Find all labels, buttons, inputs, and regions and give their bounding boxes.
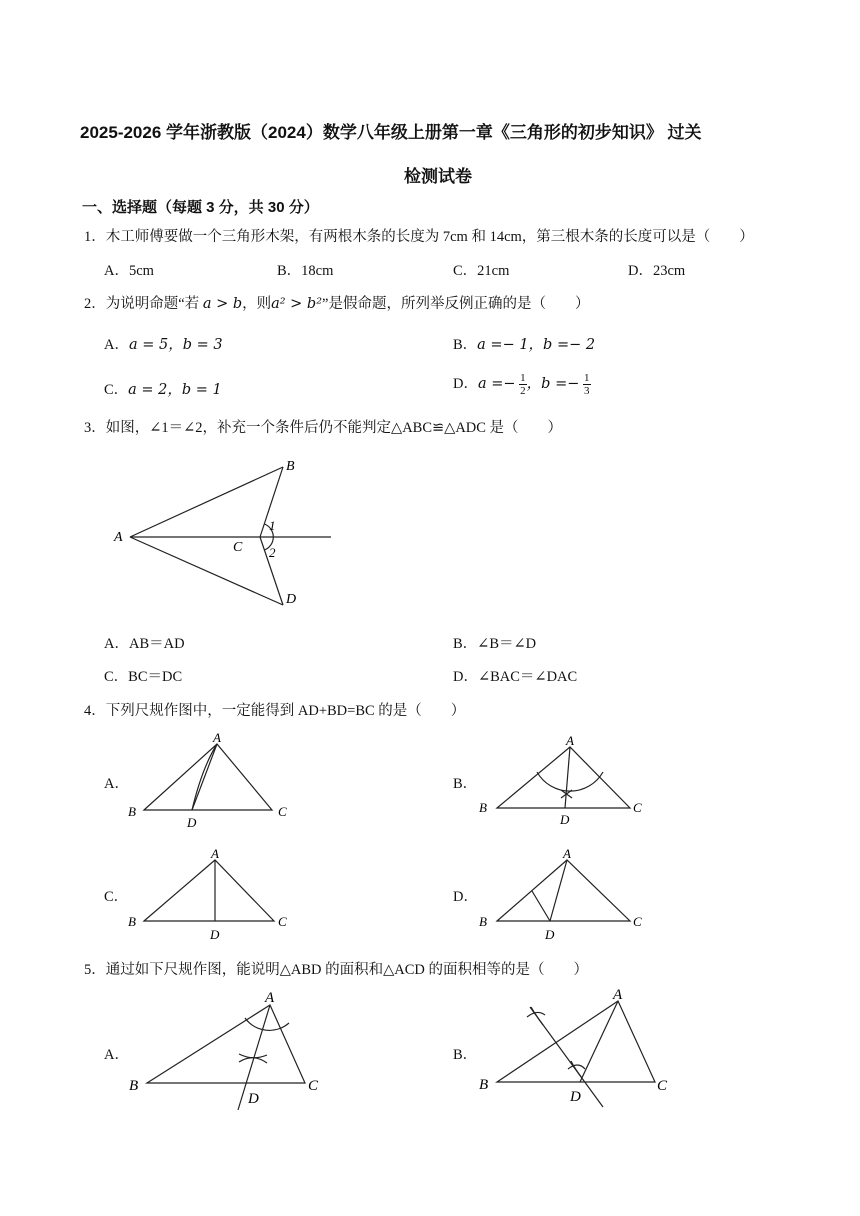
q4b-triangle: [497, 747, 630, 808]
q2-option-c-math: a = 2，b = 1: [128, 382, 222, 398]
q4-figure-b: [475, 730, 650, 830]
q4d-label-b: B: [479, 914, 487, 929]
q4c-label-c: C: [278, 914, 287, 929]
q5a-label-b: B: [129, 1078, 139, 1094]
q4d-label-a: A: [563, 846, 571, 861]
q2-option-d-math-2: ，b =−: [526, 376, 580, 392]
q4-figure-a: [122, 728, 297, 833]
q2-option-a: [104, 333, 223, 354]
q3-option-d: D．∠BAC＝∠DAC: [453, 669, 578, 685]
q3-segment-ab: [130, 467, 283, 537]
q5b-label-c: C: [657, 1078, 668, 1094]
q4c-triangle: [144, 860, 274, 921]
question-5-stem: 5．通过如下尺规作图，能说明△ABD 的面积和△ACD 的面积相等的是（ ）: [84, 962, 589, 978]
q5a-arc: [245, 1018, 289, 1030]
q4b-label-a: A: [566, 733, 574, 748]
q3-label-angle-2: 2: [269, 545, 276, 560]
q3-label-angle-1: 1: [269, 518, 276, 533]
q2-stem-part-a: 2．为说明命题“若: [84, 296, 203, 312]
q4a-triangle: [144, 744, 272, 810]
q4d-label-d: D: [545, 927, 555, 942]
q3-label-b: B: [286, 459, 295, 474]
q5-figure-b: [475, 985, 680, 1115]
q2-option-b-math: a =− 1，b =− 2: [477, 337, 596, 353]
q4a-segment-ad: [192, 744, 217, 810]
q2-stem-math-1: a > b: [202, 296, 243, 312]
q3-figure: [100, 450, 350, 615]
q3-label-a: A: [114, 530, 123, 545]
q4-option-d-label: D．: [453, 889, 478, 905]
q5b-label-d: D: [570, 1089, 581, 1105]
q5b-label-a: A: [613, 987, 623, 1003]
q3-option-a: A．AB＝AD: [104, 636, 185, 652]
q4a-label-d: D: [187, 815, 197, 830]
q4d-perpendicular: [532, 891, 550, 921]
q5a-label-d: D: [248, 1091, 259, 1107]
q5a-label-a: A: [265, 990, 275, 1006]
q4d-segment-ad: [550, 860, 567, 921]
q4b-label-b: B: [479, 800, 487, 815]
q4a-label-a: A: [213, 730, 221, 745]
q5-option-a-label: A．: [104, 1047, 129, 1063]
q5b-cross-bottom-1: [568, 1065, 585, 1069]
q3-option-c: C．BC＝DC: [104, 669, 183, 685]
q2-option-a-label: A．: [104, 337, 129, 353]
q2-stem-math-2: a² > b²: [271, 296, 323, 312]
q4-option-b-label: B．: [453, 776, 478, 792]
q2-option-c: [104, 378, 222, 399]
q3-segment-ad: [130, 537, 283, 605]
q4c-label-a: A: [211, 846, 219, 861]
question-1-stem: 1．木工师傅要做一个三角形木架，有两根木条的长度为 7cm 和 14cm，第三根木条的长度可以是（ ）: [84, 229, 754, 245]
q4a-label-b: B: [128, 804, 136, 819]
q5a-triangle: [147, 1005, 305, 1083]
q4b-arc-upper: [537, 772, 603, 791]
q2-option-b: [453, 333, 595, 354]
q4-figure-c: [122, 843, 297, 943]
q4b-segment-ad: [565, 747, 570, 808]
q2-option-c-label: C．: [104, 382, 129, 398]
q3-label-d: D: [286, 592, 297, 607]
q3-option-b: B．∠B＝∠D: [453, 636, 537, 652]
q4-option-a-label: A．: [104, 776, 129, 792]
q2-option-d-fraction-1: $\frac{1}{2}$: [520, 372, 526, 398]
question-4-stem: 4．下列尺规作图中，一定能得到 AD+BD=BC 的是（ ）: [84, 703, 466, 719]
q4a-label-c: C: [278, 804, 287, 819]
q5-figure-a: [125, 985, 330, 1115]
q4d-label-c: C: [633, 914, 642, 929]
q1-option-c: C．21cm: [453, 263, 510, 279]
q1-option-a: A．5cm: [104, 263, 154, 279]
q4c-label-d: D: [210, 927, 220, 942]
q2-stem-part-b: ，则: [242, 296, 272, 312]
q5b-cross-bottom-2: [571, 1061, 582, 1078]
document-title-line2: 检测试卷: [404, 167, 472, 186]
q4-option-c-label: C．: [104, 889, 129, 905]
document-title-line1: 2025-2026 学年浙教版（2024）数学八年级上册第一章《三角形的初步知识》 过关: [80, 123, 702, 142]
q4b-label-d: D: [560, 812, 570, 827]
q5-option-b-label: B．: [453, 1047, 478, 1063]
q5b-cross-top-2: [531, 1007, 543, 1025]
q2-stem-part-c: ”是假命题，所列举反例正确的是（ ）: [322, 296, 590, 312]
q4d-triangle: [497, 860, 630, 921]
question-2-stem: [84, 292, 589, 313]
q1-option-d: D．23cm: [628, 263, 686, 279]
q2-option-b-label: B．: [453, 337, 478, 353]
q2-option-d-label: D．: [453, 376, 478, 392]
q5a-label-c: C: [308, 1078, 319, 1094]
q2-option-d: [453, 372, 591, 397]
q4c-label-b: B: [128, 914, 136, 929]
q5b-label-b: B: [479, 1077, 489, 1093]
section-header-choice: 一、选择题（每题 3 分，共 30 分）: [82, 199, 319, 216]
q4-figure-d: [475, 843, 650, 943]
question-3-stem: 3．如图，∠1＝∠2，补充一个条件后仍不能判定△ABC≌△ADC 是（ ）: [84, 420, 563, 436]
q4b-label-c: C: [633, 800, 642, 815]
q3-label-c: C: [233, 540, 243, 555]
q1-option-b: B．18cm: [277, 263, 334, 279]
q2-option-d-fraction-2: $\frac{1}{3}$: [584, 372, 590, 398]
q2-option-d-math-1: a =−: [477, 376, 516, 392]
q2-option-a-math: a = 5，b = 3: [128, 337, 223, 353]
